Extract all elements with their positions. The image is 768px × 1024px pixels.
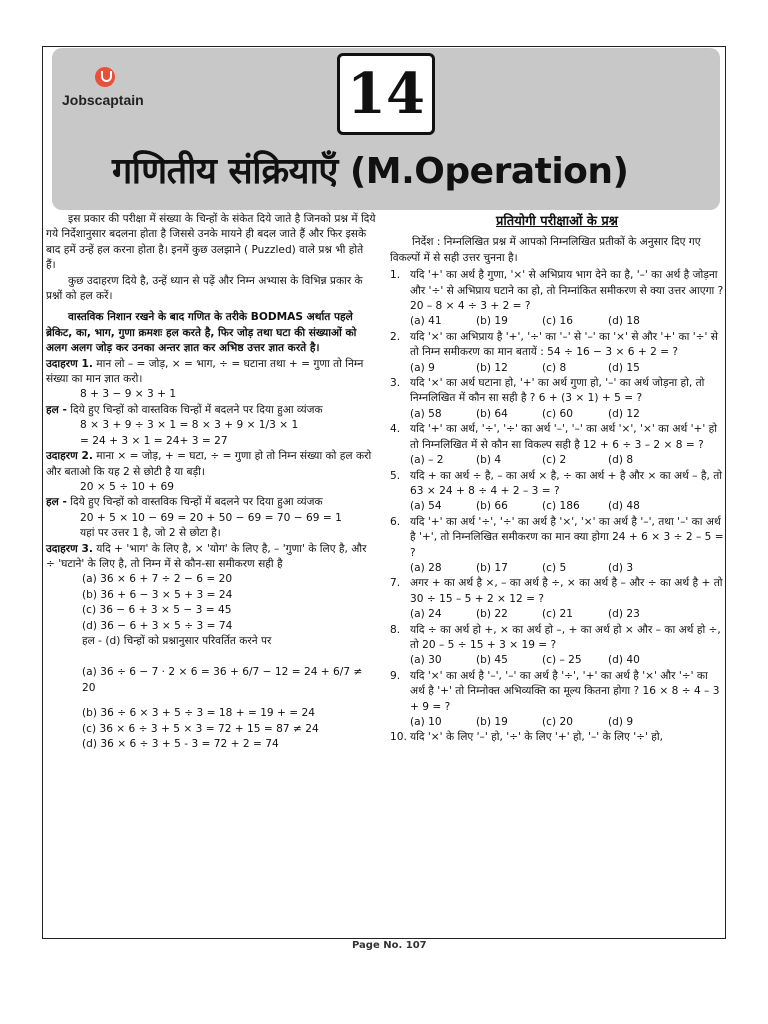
question-item <box>390 669 724 731</box>
question-number: 1. <box>390 269 401 282</box>
example-3-option: (c) 36 − 6 + 3 × 5 − 3 = 45 <box>82 604 232 617</box>
example-2-solution: हल - दिये हुए चिन्हों को वास्तविक चिन्हों में बदलने पर दिया हुआ व्यंजक <box>46 496 323 509</box>
question-number: 4. <box>390 423 401 436</box>
question-item <box>390 576 724 622</box>
brand-name: Jobscaptain <box>62 92 144 108</box>
answer-option: (c) 20 <box>542 716 573 728</box>
question-item <box>390 376 724 422</box>
answer-option: (c) 186 <box>542 500 580 513</box>
answer-option: (b) 19 <box>476 716 508 728</box>
chapter-title: गणितीय संक्रियाएँ (M.Operation) <box>112 151 629 192</box>
answer-option: (d) 3 <box>608 561 634 574</box>
left-column <box>46 212 376 752</box>
chapter-number: 14 <box>337 53 435 135</box>
question-options <box>390 361 724 376</box>
answer-option: (c) – 25 <box>542 654 582 667</box>
example-2-line-2: यहां पर उत्तर 1 है, जो 2 से छोटा है। <box>80 527 221 540</box>
question-item <box>390 422 724 468</box>
example-2: उदाहरण 2. माना × = जोड़, + = घटा, ÷ = गुणा हो तो निम्न संख्या को हल करो और बताओ कि यह 2 से छोटी है या बड़ी। <box>46 450 372 478</box>
answer-option: (d) 15 <box>608 361 640 374</box>
answer-option: (b) 45 <box>476 654 508 667</box>
answer-option: (d) 48 <box>608 500 640 513</box>
question-item <box>390 515 724 577</box>
answer-option: (d) 40 <box>608 654 640 667</box>
answer-option: (d) 12 <box>608 407 640 420</box>
question-number: 6. <box>390 515 401 528</box>
question-options <box>390 607 724 622</box>
question-row <box>390 669 724 715</box>
question-text: अगर + का अर्थ है ×, – का अर्थ है ÷, × का अर्थ है – और ÷ का अर्थ है + तो 30 ÷ 15 – 5 + 2 × 12 = ? <box>410 577 723 605</box>
question-row <box>390 515 724 561</box>
question-row <box>390 330 724 361</box>
question-number: 10. <box>390 731 407 744</box>
answer-option: (c) 5 <box>542 561 567 574</box>
answer-option: (a) 10 <box>410 716 442 728</box>
question-number: 2. <box>390 330 401 343</box>
example-3-option: (b) 36 + 6 − 3 × 5 + 3 = 24 <box>82 588 233 601</box>
section-heading: प्रतियोगी परीक्षाओं के प्रश्न <box>496 214 618 229</box>
question-text: यदि '×' का अभिप्राय है '+', '÷' का '–' से '–' का '×' से और '+' का '÷' से तो निम्न समीकरण का मान बतायें : 54 ÷ 16 − 3 × 6 + 2 = ? <box>410 330 718 359</box>
question-options <box>390 499 724 514</box>
answer-option: (a) 9 <box>410 361 435 374</box>
brand-logo-icon <box>95 67 115 87</box>
answer-option: (a) 28 <box>410 561 442 574</box>
answer-option: (b) 64 <box>476 407 508 420</box>
question-item <box>390 469 724 515</box>
question-text: यदि + का अर्थ ÷ है, – का अर्थ × है, ÷ का अर्थ + है और × का अर्थ – है, तो 63 × 24 + 8 ÷ 4 + 2 – 3 = ? <box>410 469 722 497</box>
question-number: 5. <box>390 469 401 482</box>
answer-option: (b) 4 <box>476 454 502 467</box>
example-2-line-1: 20 + 5 × 10 − 69 = 20 + 50 − 69 = 70 − 69 = 1 <box>80 511 342 524</box>
answer-option: (b) 22 <box>476 608 508 621</box>
answer-option: (b) 17 <box>476 561 508 574</box>
example-1-solution: हल - दिये हुए चिन्हों को वास्तविक चिन्हों में बदलने पर दिया हुआ व्यंजक <box>46 403 323 416</box>
question-text: यदि '+' का अर्थ, '÷', '÷' का अर्थ '–', '–' का अर्थ '×', '×' का अर्थ '+' हो तो निम्नलिखित में से कौन सा विकल्प सही है 12 + 6 ÷ 3 – 2 × 8 = ? <box>410 423 718 451</box>
question-row <box>390 730 724 745</box>
right-column <box>390 214 724 746</box>
intro-paragraph: इस प्रकार की परीक्षा में संख्या के चिन्हों के संकेत दिये जाते है जिनको प्रश्न में दिये गये निर्देशानुसार बदलना होता है जिससे उनके मायने ही बदल जाते हैं और फिर इसके बाद हमें उन्हें हल करना होता है। इनमें कुछ उलझाने ( Puzzled) वाले प्रश्न भी होते हैं। <box>46 213 376 272</box>
answer-option: (d) 8 <box>608 454 634 467</box>
answer-option: (a) 54 <box>410 500 442 513</box>
example-3-solution-heading: हल - (d) चिन्हों को प्रश्नानुसार परिवर्तित करने पर <box>82 634 272 647</box>
example-3-solution-line: (c) 36 × 6 ÷ 3 + 5 × 3 = 72 + 15 = 87 ≠ 24 <box>82 722 319 735</box>
question-list <box>390 268 724 746</box>
question-number: 8. <box>390 623 401 636</box>
question-row <box>390 623 724 654</box>
question-row <box>390 422 724 453</box>
example-1-expression: 8 + 3 − 9 × 3 + 1 <box>80 388 177 401</box>
question-text: यदि '+' का अर्थ '÷', '÷' का अर्थ है '×', '×' का अर्थ है '–', तथा '–' का अर्थ है '+', तो निम्नलिखित समीकरण का मान क्या होगा 24 + 6 × 3 ÷ 2 – 5 = ? <box>410 515 724 559</box>
question-row <box>390 376 724 407</box>
answer-option: (d) 18 <box>608 315 640 328</box>
question-row <box>390 576 724 607</box>
example-3-option: (a) 36 × 6 + 7 ÷ 2 − 6 = 20 <box>82 573 233 586</box>
bodmas-paragraph: वास्तविक निशान रखने के बाद गणित के तरीके BODMAS अर्थात पहले ब्रेकिट, का, भाग, गुणा क्रमशः हल करते है, फिर जोड़ तथा घटा की संख्याओं को अलग अलग जोड़ कर उनका अन्तर ज्ञात कर अभिष्ठ उत्तर ज्ञात करते है। <box>46 311 357 355</box>
example-1-line-1: 8 × 3 + 9 ÷ 3 × 1 = 8 × 3 + 9 × 1/3 × 1 <box>80 419 299 432</box>
question-text: यदि '×' के लिए '–' हो, '÷' के लिए '+' हो, '–' के लिए '÷' हो, <box>410 731 664 744</box>
answer-option: (a) 41 <box>410 315 442 328</box>
question-number: 7. <box>390 577 401 590</box>
question-text: यदि '+' का अर्थ है गुणा, '×' से अभिप्राय भाग देने का है, '–' का अर्थ है जोड़ना और '÷' से अभिप्राय घटाने का हो, तो निम्नांकित समीकरण से क्या उत्तर आएगा ? 20 – 8 × 4 ÷ 3 + 2 = ? <box>410 269 724 313</box>
instruction-text: निर्देश : निम्नलिखित प्रश्न में आपको निम्नलिखित प्रतीकों के अनुसार दिए गए विकल्पों में से सही उत्तर चुनना है। <box>390 236 701 264</box>
answer-option: (b) 12 <box>476 361 508 374</box>
example-2-expression: 20 × 5 ÷ 10 + 69 <box>80 480 175 493</box>
question-item <box>390 330 724 376</box>
question-number: 9. <box>390 669 401 682</box>
question-options <box>390 653 724 668</box>
question-options <box>390 453 724 468</box>
page-number: Page No. 107 <box>352 940 427 951</box>
question-row <box>390 469 724 500</box>
question-item <box>390 623 724 669</box>
answer-option: (a) 58 <box>410 407 442 420</box>
answer-option: (a) – 2 <box>410 454 444 467</box>
question-item <box>390 730 724 745</box>
answer-option: (b) 19 <box>476 315 508 328</box>
example-3-solution-line: (d) 36 × 6 ÷ 3 + 5 - 3 = 72 + 2 = 74 <box>82 738 279 750</box>
answer-option: (c) 60 <box>542 407 573 420</box>
example-3-solution-line: (a) 36 ÷ 6 − 7 · 2 × 6 = 36 + 6/7 − 12 = 24 + 6/7 ≠ 20 <box>82 666 363 694</box>
example-1-line-2: = 24 + 3 × 1 = 24+ 3 = 27 <box>80 434 228 447</box>
question-text: यदि '×' का अर्थ है '–', '–' का अर्थ है '÷', '+' का अर्थ है '×' और '÷' का अर्थ है '+' तो निम्नोक्त अभिव्यक्ति का मूल्य कितना होगा ? 16 × 8 ÷ 4 – 3 + 9 = ? <box>410 669 720 713</box>
question-row <box>390 268 724 314</box>
question-options <box>390 715 724 730</box>
question-options <box>390 407 724 422</box>
answer-option: (a) 30 <box>410 654 442 667</box>
answer-option: (c) 8 <box>542 361 567 374</box>
question-item <box>390 268 724 330</box>
answer-option: (c) 21 <box>542 608 573 621</box>
question-text: यदि '×' का अर्थ घटाना हो, '+' का अर्थ गुणा हो, '–' का अर्थ जोड़ना हो, तो निम्नलिखित में कौन सा सही है ? 6 + (3 × 1) + 5 = ? <box>410 377 705 405</box>
question-number: 3. <box>390 377 401 390</box>
example-3: उदाहरण 3. यदि + 'भाग' के लिए है, × 'योग' के लिए है, – 'गुणा' के लिए है, और ÷ 'घटाने' के लिए है, तो निम्न में से कौन-सा समीकरण सही है <box>46 542 367 570</box>
example-3-option: (d) 36 − 6 + 3 × 5 ÷ 3 = 74 <box>82 619 233 632</box>
answer-option: (a) 24 <box>410 608 442 621</box>
example-3-solution-line: (b) 36 ÷ 6 × 3 + 5 ÷ 3 = 18 + = 19 + = 24 <box>82 707 316 720</box>
question-options <box>390 561 724 576</box>
question-options <box>390 314 724 329</box>
answer-option: (d) 9 <box>608 716 634 728</box>
answer-option: (d) 23 <box>608 608 640 621</box>
answer-option: (c) 2 <box>542 454 567 467</box>
answer-option: (b) 66 <box>476 500 508 513</box>
question-text: यदि ÷ का अर्थ हो +, × का अर्थ हो –, + का अर्थ हो × और – का अर्थ हो ÷, तो 20 – 5 ÷ 15 + 3 × 19 = ? <box>410 623 721 651</box>
example-1: उदाहरण 1. मान लो – = जोड़, × = भाग, ÷ = घटाना तथा + = गुणा तो निम्न संख्या का मान ज्ञात करो। <box>46 357 364 386</box>
answer-option: (c) 16 <box>542 315 573 328</box>
intro-paragraph-2: कुछ उदाहरण दिये है, उन्हें ध्यान से पढ़ें और निम्न अभ्यास के विभिन्न प्रकार के प्रश्नों को हल करें। <box>46 274 363 303</box>
